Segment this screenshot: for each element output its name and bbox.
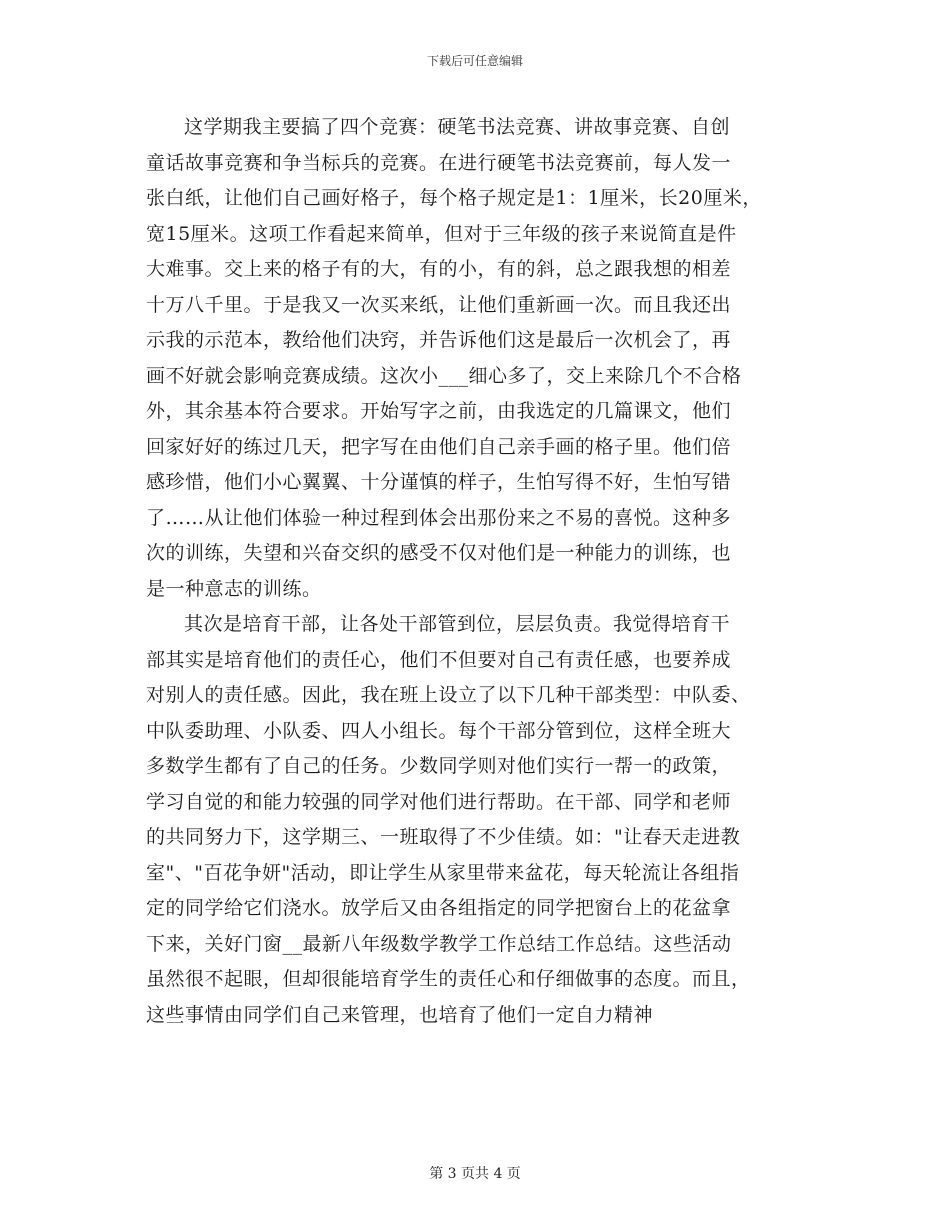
paragraph-line: 室"、"百花争妍"活动，即让学生从家里带来盆花，每天轮流让各组指: [146, 861, 740, 884]
paragraph-line: 大难事。交上来的格子有的大，有的小，有的斜，总之跟我想的相差: [146, 258, 732, 280]
document-body: [146, 110, 826, 1033]
paragraph-line: 回家好好的练过几天，把字写在由他们自己亲手画的格子里。他们倍: [146, 435, 732, 458]
paragraph-line: 外，其余基本符合要求。开始写字之前，由我选定的几篇课文，他们: [146, 400, 732, 422]
paragraph-line: 宽15厘米。这项工作看起来简单，但对于三年级的孩子来说简直是件: [146, 222, 737, 245]
paragraph-line: 示我的示范本，教给他们决窍，并告诉他们这是最后一次机会了，再: [146, 329, 732, 351]
paragraph-line: 这些事情由同学们自己来管理，也培育了他们一定自力精神: [146, 1003, 654, 1026]
paragraph-line: 部其实是培育他们的责任心，他们不但要对自己有责任感，也要养成: [146, 648, 732, 671]
paragraph-line: 感珍惜，他们小心翼翼、十分谨慎的样子，生怕写得不好，生怕写错: [146, 471, 732, 493]
paragraph-2: [146, 607, 826, 1033]
paragraph-line: 中队委助理、小队委、四人小组长。每个干部分管到位，这样全班大: [146, 719, 732, 742]
paragraph-line: 虽然很不起眼，但却很能培育学生的责任心和仔细做事的态度。而且，: [146, 968, 751, 990]
paragraph-line: 的共同努力下，这学期三、一班取得了不少佳绩。如："让春天走进教: [146, 826, 741, 848]
paragraph-line: 多数学生都有了自己的任务。少数同学则对他们实行一帮一的政策，: [146, 755, 732, 777]
paragraph-line: 张白纸，让他们自己画好格子，每个格子规定是1：1厘米，长20厘米，: [146, 187, 762, 209]
paragraph-line: 次的训练，失望和兴奋交织的感受不仅对他们是一种能力的训练，也: [146, 542, 732, 564]
paragraph-line: 了……从让他们体验一种过程到体会出那份来之不易的喜悦。这种多: [146, 506, 732, 529]
paragraph-line: 童话故事竞赛和争当标兵的竞赛。在进行硬笔书法竞赛前，每人发一: [146, 151, 732, 174]
paragraph-line: 学习自觉的和能力较强的同学对他们进行帮助。在干部、同学和老师: [146, 790, 732, 813]
paragraph-line: 其次是培育干部，让各处干部管到位，层层负责。我觉得培育干: [184, 613, 731, 635]
paragraph-line: 对别人的责任感。因此，我在班上设立了以下几种干部类型：中队委、: [146, 684, 751, 706]
paragraph-line: 十万八千里。于是我又一次买来纸，让他们重新画一次。而且我还出: [146, 293, 732, 316]
paragraph-1: [146, 110, 826, 607]
paragraph-line: 下来，关好门窗__最新八年级数学教学工作总结工作总结。这些活动: [146, 932, 732, 955]
paragraph-line: 这学期我主要搞了四个竞赛：硬笔书法竞赛、讲故事竞赛、自创: [184, 116, 731, 138]
paragraph-line: 定的同学给它们浇水。放学后又由各组指定的同学把窗台上的花盆拿: [146, 897, 732, 919]
page-footer: 第 3 页共 4 页: [429, 1166, 521, 1182]
paragraph-line: 画不好就会影响竞赛成绩。这次小___细心多了，交上来除几个不合格: [146, 364, 742, 387]
page-header: 下载后可任意编辑: [426, 54, 523, 68]
paragraph-line: 是一种意志的训练。: [146, 577, 322, 600]
